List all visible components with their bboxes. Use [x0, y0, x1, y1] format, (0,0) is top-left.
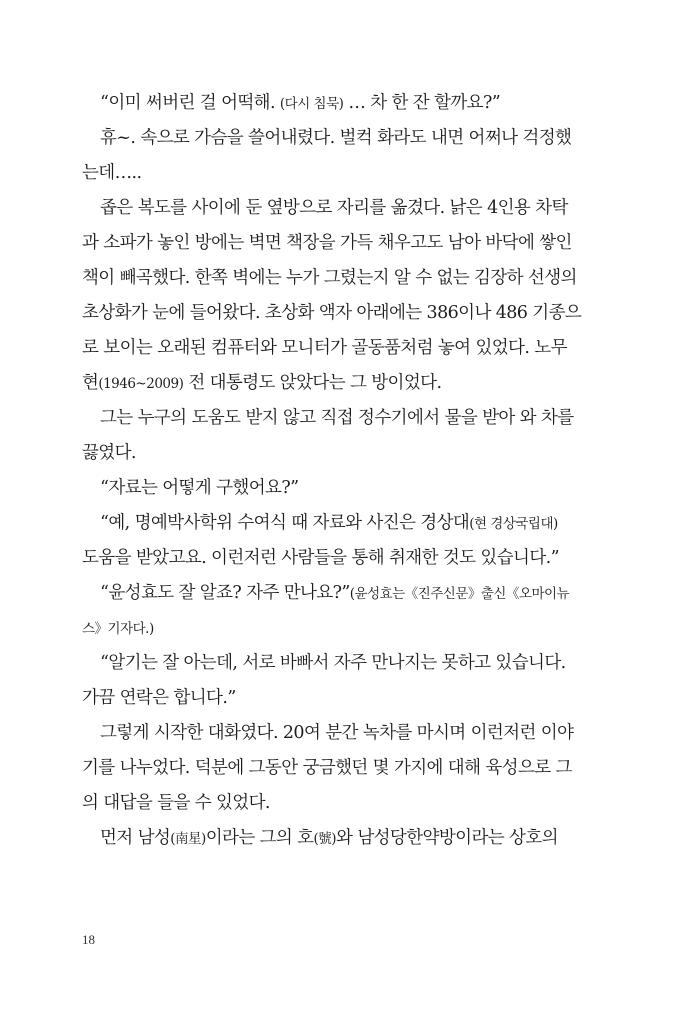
line-text: 과 소파가 놓인 방에는 벽면 책장을 가득 채우고도 남아 바닥에 쌓인 — [82, 233, 572, 253]
line-text: 기를 나누었다. 덕분에 그동안 궁금했던 몇 가지에 대해 육성으로 그 — [82, 758, 572, 778]
line-text: 의 대답을 들을 수 있었다. — [82, 793, 270, 813]
text-line — [82, 681, 582, 716]
text-line — [82, 611, 582, 646]
text-line — [82, 471, 582, 506]
text-line — [82, 401, 582, 436]
text-line — [82, 751, 582, 786]
line-text: 현 — [82, 373, 99, 393]
line-text: 좁은 복도를 사이에 둔 옆방으로 자리를 옮겼다. 낡은 4인용 차탁 — [100, 198, 568, 218]
line-text: “윤성효도 잘 알죠? 자주 만나요?” — [100, 583, 350, 603]
annotation-text: (號) — [313, 831, 337, 847]
text-line — [82, 821, 582, 856]
text-line — [82, 786, 582, 821]
text-line — [82, 331, 582, 366]
line-text: 먼저 남성 — [100, 828, 171, 848]
annotation-text: (윤성효는《진주신문》출신《오마이뉴 — [349, 586, 570, 602]
annotation-text: (다시 침묵) — [279, 96, 344, 112]
annotation-text: (1946~2009) — [98, 376, 184, 392]
line-text: 도움을 받았고요. 이런저런 사람들을 통해 취재한 것도 있습니다.” — [82, 548, 559, 568]
line-text: “예, 명예박사학위 수여식 때 자료와 사진은 경상대 — [100, 513, 470, 533]
line-text: 와 남성당한약방이라는 상호의 — [336, 828, 558, 848]
line-text: 휴~. 속으로 가슴을 쓸어내렸다. 벌컥 화라도 내면 어쩌나 걱정했 — [100, 128, 572, 148]
line-text: 초상화가 눈에 들어왔다. 초상화 액자 아래에는 386이나 486 기종으 — [82, 303, 582, 323]
annotation-text: (南星) — [170, 831, 206, 847]
text-line — [82, 366, 582, 401]
line-text: 그는 누구의 도움도 받지 않고 직접 정수기에서 물을 받아 와 차를 — [100, 408, 574, 428]
line-text: 끓였다. — [82, 443, 136, 463]
annotation-text: (현 경상국립대) — [469, 516, 558, 532]
body-text — [82, 86, 582, 856]
line-text: 그렇게 시작한 대화였다. 20여 분간 녹차를 마시며 이런저런 이야 — [100, 723, 574, 743]
text-line — [82, 541, 582, 576]
text-line — [82, 261, 582, 296]
text-line — [82, 506, 582, 541]
line-text: 는데….. — [82, 163, 142, 183]
text-line — [82, 121, 582, 156]
text-line — [82, 86, 582, 121]
text-line — [82, 716, 582, 751]
line-text: 책이 빼곡했다. 한쪽 벽에는 누가 그렸는지 알 수 없는 김장하 선생의 — [82, 268, 577, 288]
line-text: … 차 한 잔 할까요?” — [343, 93, 501, 113]
line-text: “이미 써버린 걸 어떡해. — [100, 93, 280, 113]
text-line — [82, 191, 582, 226]
text-line — [82, 436, 582, 471]
line-text: “알기는 잘 아는데, 서로 바빠서 자주 만나지는 못하고 있습니다. — [100, 653, 566, 673]
text-line — [82, 156, 582, 191]
text-line — [82, 576, 582, 611]
line-text: 전 대통령도 앉았다는 그 방이었다. — [183, 373, 442, 393]
annotation-text: 스》기자다.) — [82, 621, 154, 637]
line-text: 가끔 연락은 합니다.” — [82, 688, 236, 708]
text-line — [82, 646, 582, 681]
page-number: 18 — [82, 932, 95, 947]
text-line — [82, 296, 582, 331]
line-text: “자료는 어떻게 구했어요?” — [100, 478, 299, 498]
line-text: 이라는 그의 호 — [205, 828, 314, 848]
line-text: 로 보이는 오래된 컴퓨터와 모니터가 골동품처럼 놓여 있었다. 노무 — [82, 338, 567, 358]
text-line — [82, 226, 582, 261]
